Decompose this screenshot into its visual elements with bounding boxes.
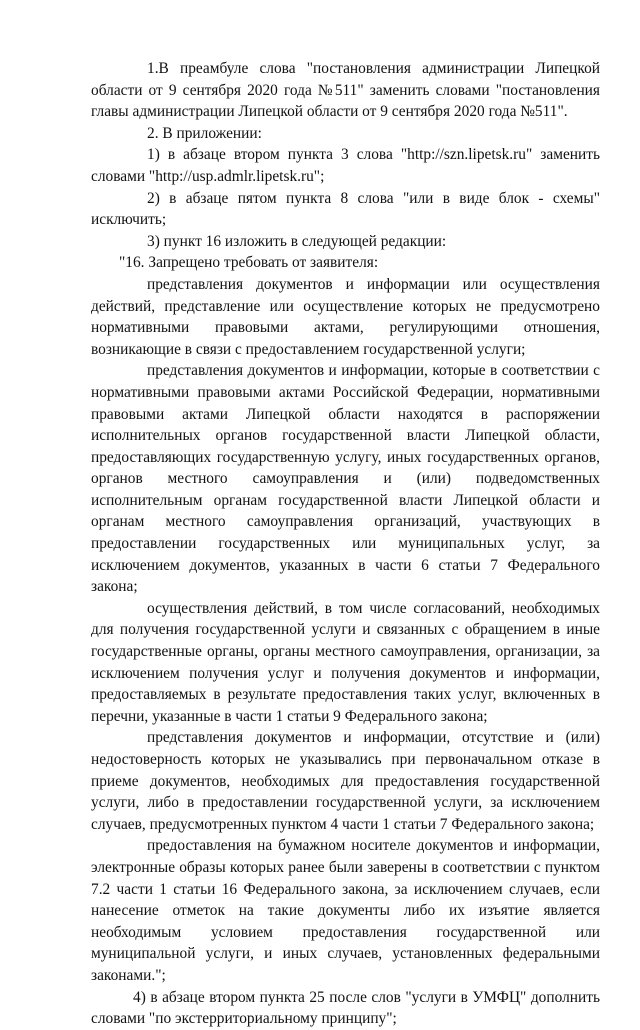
point-16-clause-4: представления документов и информации, отсутствие и (или) недостоверность которых не указывались при первоначальном отказе в приеме документов, необходимых для предоставления государственной услуги, либо в предоставлении государственной услуги, за исключением случаев, предусмотренных пунктом 4 части 1 статьи 7 Федерального закона;	[91, 729, 600, 833]
point-16-clause-2: представления документов и информации, которые в соответствии с нормативными правовыми актами Российской Федерации, нормативными правовыми актами Липецкой области находятся в распоряжении исполнительных органов государственной власти Липецкой области, предоставляющих государственную услугу, иных государственных органов, органов местного самоуправления и (или) подведомственных исполнительным органам государственной власти Липецкой области и органам местного самоуправления организаций, участвующих в предоставлении государственных или муниципальных услуг, за исключением документов, указанных в части 6 статьи 7 Федерального закона;	[91, 362, 600, 596]
item-1-paragraph: 1) в абзаце втором пункта 3 слова "http://szn.lipetsk.ru" заменить словами "http://usp.admlr.lipetsk.ru";	[91, 146, 600, 185]
appendix-heading: 2. В приложении:	[147, 124, 262, 142]
point-16-heading: "16. Запрещено требовать от заявителя:	[119, 254, 379, 272]
point-16-clause-1: представления документов и информации или осуществления действий, представление или осуществление которых не предусмотрено нормативными правовыми актами, регулирующими отношения, возникающие в связи с предоставлением государственной услуги;	[91, 275, 600, 358]
point-16-clause-5: предоставления на бумажном носителе документов и информации, электронные образы которых ранее были заверены в соответствии с пунктом 7.2 части 1 статьи 16 Федерального закона, за исключением случаев, если нанесение отметок на такие документы либо их изъятие является необходимым условием предоставления государственной или муниципальной услуги, и иных случаев, установленных федеральными законами.";	[91, 837, 600, 984]
item-2-paragraph: 2) в абзаце пятом пункта 8 слова "или в виде блок - схемы" исключить;	[91, 189, 600, 229]
item-4-paragraph: 4) в абзаце втором пункта 25 после слов "услуги в УМФЦ" дополнить словами "по экстерриториальному принципу";	[91, 988, 600, 1028]
item-3-paragraph: 3) пункт 16 изложить в следующей редакции:	[147, 232, 447, 250]
preamble-paragraph: 1.В преамбуле слова "постановления администрации Липецкой области от 9 сентября 2020 года №511" заменить словами "постановления главы администрации Липецкой области от 9 сентября 2020 года №511".	[91, 60, 600, 121]
point-16-clause-3: осуществления действий, в том числе согласований, необходимых для получения государственной услуги и связанных с обращением в иные государственные органы, органы местного самоуправления, организации, за исключением получения услуг и получения документов и информации, предоставляемых в результате предоставления таких услуг, включенных в перечни, указанные в части 1 статьи 9 Федерального закона;	[91, 599, 600, 725]
